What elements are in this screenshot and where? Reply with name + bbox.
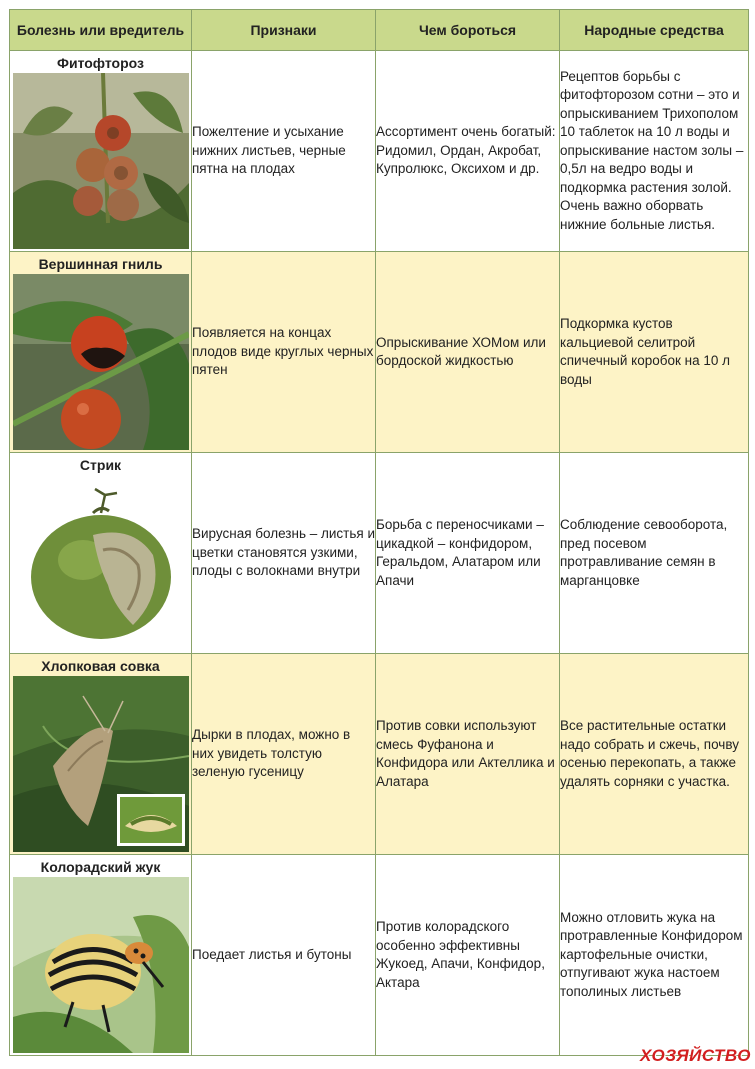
disease-cell [10,252,192,453]
disease-cell [10,654,192,855]
disease-name: Хлопковая совка [41,657,160,674]
table-row [10,51,749,252]
disease-table [9,9,749,1056]
table-row [10,252,749,453]
signs-cell: Вирусная болезнь – листья и цветки становятся узкими, плоды с волокнами внутри [192,453,376,654]
colorado-beetle-photo [13,877,189,1053]
control-cell: Против колорадского особенно эффективны Жукоед, Апачи, Конфидор, Актара [376,855,560,1056]
folk-cell: Можно отловить жука на протравленные Конфидором картофельные очистки, отпугивают жука настоем тополиных листьев [560,855,749,1056]
cotton-bollworm-moth-photo [13,676,189,852]
signs-cell: Дырки в плодах, можно в них увидеть толстую зеленую гусеницу [192,654,376,855]
table-row [10,453,749,654]
control-cell: Ассортимент очень богатый: Ридомил, Ордан, Акробат, Купролюкс, Оксихом и др. [376,51,560,252]
signs-cell: Появляется на концах плодов виде круглых черных пятен [192,252,376,453]
signs-cell: Поедает листья и бутоны [192,855,376,1056]
streak-virus-tomato-photo [13,475,189,651]
folk-cell: Подкормка кустов кальциевой селитрой спичечный коробок на 10 л воды [560,252,749,453]
disease-name: Стрик [79,456,122,473]
header-row [10,10,749,51]
signs-cell: Пожелтение и усыхание нижних листьев, черные пятна на плодах [192,51,376,252]
table-row [10,855,749,1056]
blossom-end-rot-tomato-photo [13,274,189,450]
disease-cell [10,453,192,654]
header-disease: Болезнь или вредитель [10,10,192,51]
header-control: Чем бороться [376,10,560,51]
folk-cell: Рецептов борьбы с фитофторозом сотни – это и опрыскиванием Трихополом 10 таблеток на 10 л воды и опрыскивание настом золы – 0,5л на ведро воды и подкормка растения золой. Очень важно оборвать нижние больные листья. [560,51,749,252]
folk-cell: Соблюдение севооборота, пред посевом протравливание семян в марганцовке [560,453,749,654]
hozyaistvo-logo: ХОЗЯЙСТВО [639,1046,751,1065]
disease-name: Фитофтороз [57,54,144,71]
folk-cell: Все растительные остатки надо собрать и сжечь, почву осенью перекопать, а также удалять сорняки с участка. [560,654,749,855]
control-cell: Опрыскивание ХОМом или бордоской жидкостью [376,252,560,453]
control-cell: Борьба с переносчиками – цикадкой – конфидором, Геральдом, Алатаром или Апачи [376,453,560,654]
header-signs: Признаки [192,10,376,51]
control-cell: Против совки используют смесь Фуфанона и Конфидора или Актеллика и Алатара [376,654,560,855]
disease-name: Вершинная гниль [38,255,163,272]
late-blight-tomatoes-photo [13,73,189,249]
disease-cell [10,51,192,252]
table-row [10,654,749,855]
disease-name: Колорадский жук [40,858,161,875]
disease-cell [10,855,192,1056]
header-folk: Народные средства [560,10,749,51]
